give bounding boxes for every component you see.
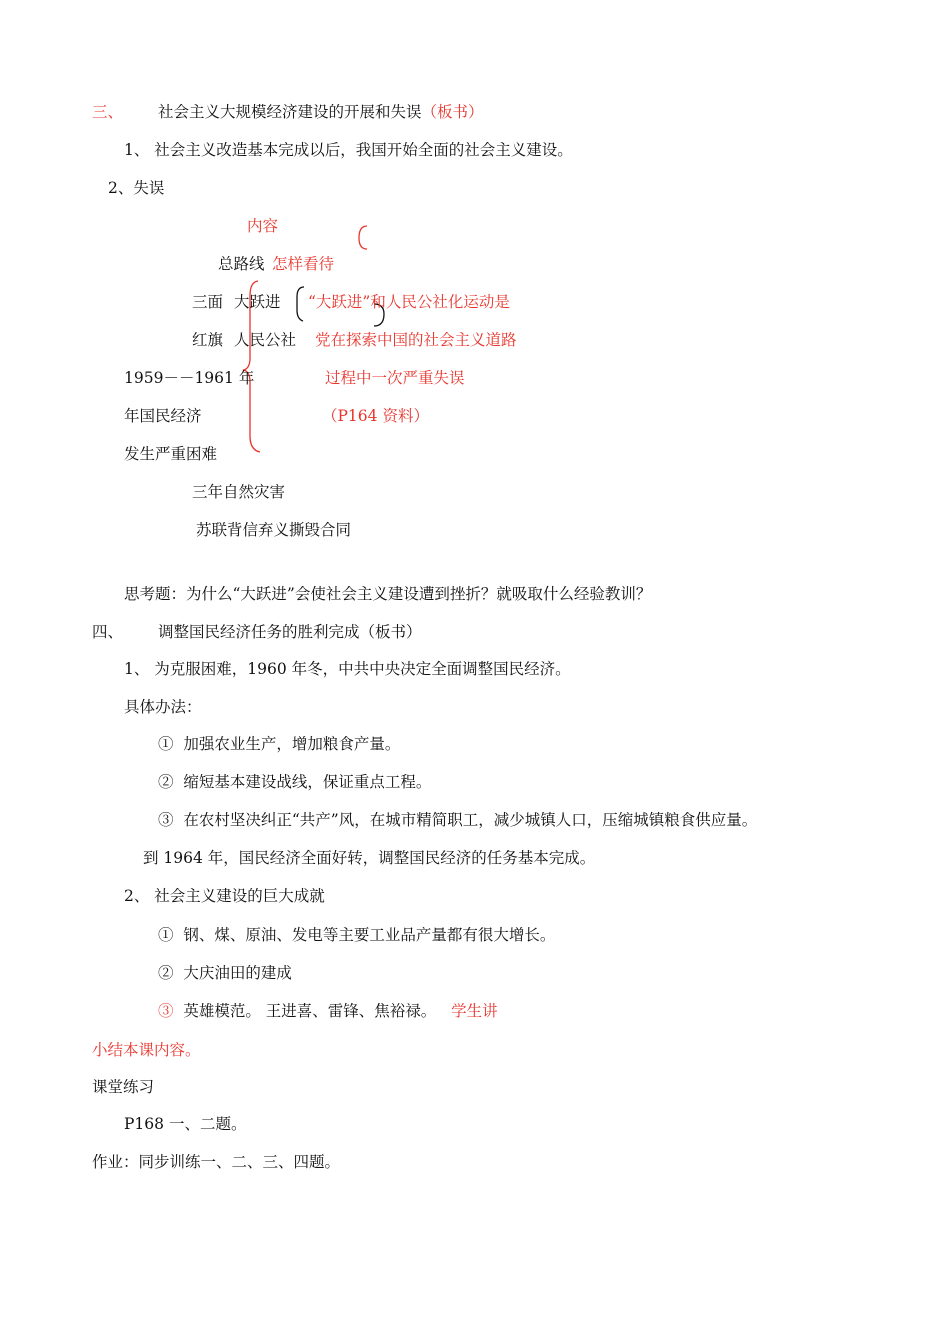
great-leap: 大跃进 xyxy=(234,293,281,311)
cause2: 苏联背信弃义撕毁合同 xyxy=(196,521,352,539)
content-bracket xyxy=(359,226,367,249)
eval-line4: （P164 资料） xyxy=(322,407,429,425)
section4-title: 调整国民经济任务的胜利完成（板书） xyxy=(158,623,422,641)
years: 1959－－1961 年 xyxy=(124,369,255,387)
section4-number: 四、 xyxy=(92,623,124,641)
achievement-1 xyxy=(158,925,555,945)
how-to-view: 怎样看待 xyxy=(272,255,335,273)
methods-label: 具体办法： xyxy=(124,698,202,716)
communes: 人民公社 xyxy=(234,331,297,349)
method-2-text: 缩短基本建设战线，保证重点工程。 xyxy=(183,773,432,791)
achievement-1-mark: ① xyxy=(158,926,174,944)
red-flags: 红旗 xyxy=(192,331,224,349)
section3-item1: 1、 社会主义改造基本完成以后，我国开始全面的社会主义建设。 xyxy=(124,141,573,159)
cause1: 三年自然灾害 xyxy=(192,483,286,501)
difficulty: 发生严重困难 xyxy=(124,445,218,463)
movement-bracket xyxy=(297,287,304,321)
section3-number: 三、 xyxy=(92,103,124,121)
section3-title-text: 社会主义大规模经济建设的开展和失误 xyxy=(158,103,422,121)
method-3-text: 在农村坚决纠正“共产”风，在城市精简职工，减少城镇人口，压缩城镇粮食供应量。 xyxy=(183,811,758,829)
section3-tag: （板书） xyxy=(421,103,484,121)
method-2 xyxy=(158,772,431,792)
economy: 年国民经济 xyxy=(124,407,202,425)
achievement-2 xyxy=(158,963,292,983)
section3-title xyxy=(158,102,484,122)
method-1 xyxy=(158,734,400,754)
homework: 作业：同步训练一、二、三、四题。 xyxy=(92,1153,341,1171)
method-1-mark: ① xyxy=(158,735,174,753)
eval-line3: 过程中一次严重失误 xyxy=(325,369,465,387)
achievement-2-mark: ② xyxy=(158,964,174,982)
achievement-3-text: 英雄模范。 王进喜、雷锋、焦裕禄。 xyxy=(183,1002,437,1020)
section4-item2: 2、 社会主义建设的巨大成就 xyxy=(124,887,325,905)
three-faces: 三面 xyxy=(192,293,224,311)
achievement-1-text: 钢、煤、原油、发电等主要工业品产量都有很大增长。 xyxy=(183,926,556,944)
eval-line1: “大跃进”和人民公社化运动是 xyxy=(308,293,510,311)
method-1-text: 加强农业生产，增加粮食产量。 xyxy=(183,735,401,753)
achievement-3-mark: ③ xyxy=(158,1002,174,1020)
method-3 xyxy=(158,810,757,830)
exercise: P168 一、二题。 xyxy=(124,1115,247,1133)
question: 思考题：为什么“大跃进”会使社会主义建设遭到挫折？就吸取什么经验教训？ xyxy=(124,585,652,603)
achievement-3 xyxy=(158,1001,498,1021)
method-3-mark: ③ xyxy=(158,811,174,829)
eval-line2: 党在探索中国的社会主义道路 xyxy=(315,331,517,349)
section3-item2: 2、失误 xyxy=(108,179,165,197)
summary: 小结本课内容。 xyxy=(92,1041,201,1059)
general-line: 总路线 xyxy=(218,255,265,273)
result: 到 1964 年，国民经济全面好转，调整国民经济的任务基本完成。 xyxy=(143,849,596,867)
achievement-2-text: 大庆油田的建成 xyxy=(183,964,292,982)
content-label: 内容 xyxy=(247,217,279,235)
exercise-label: 课堂练习 xyxy=(92,1078,155,1096)
method-2-mark: ② xyxy=(158,773,174,791)
section4-item1: 1、 为克服困难，1960 年冬，中共中央决定全面调整国民经济。 xyxy=(124,660,571,678)
achievement-3-note: 学生讲 xyxy=(451,1002,498,1020)
